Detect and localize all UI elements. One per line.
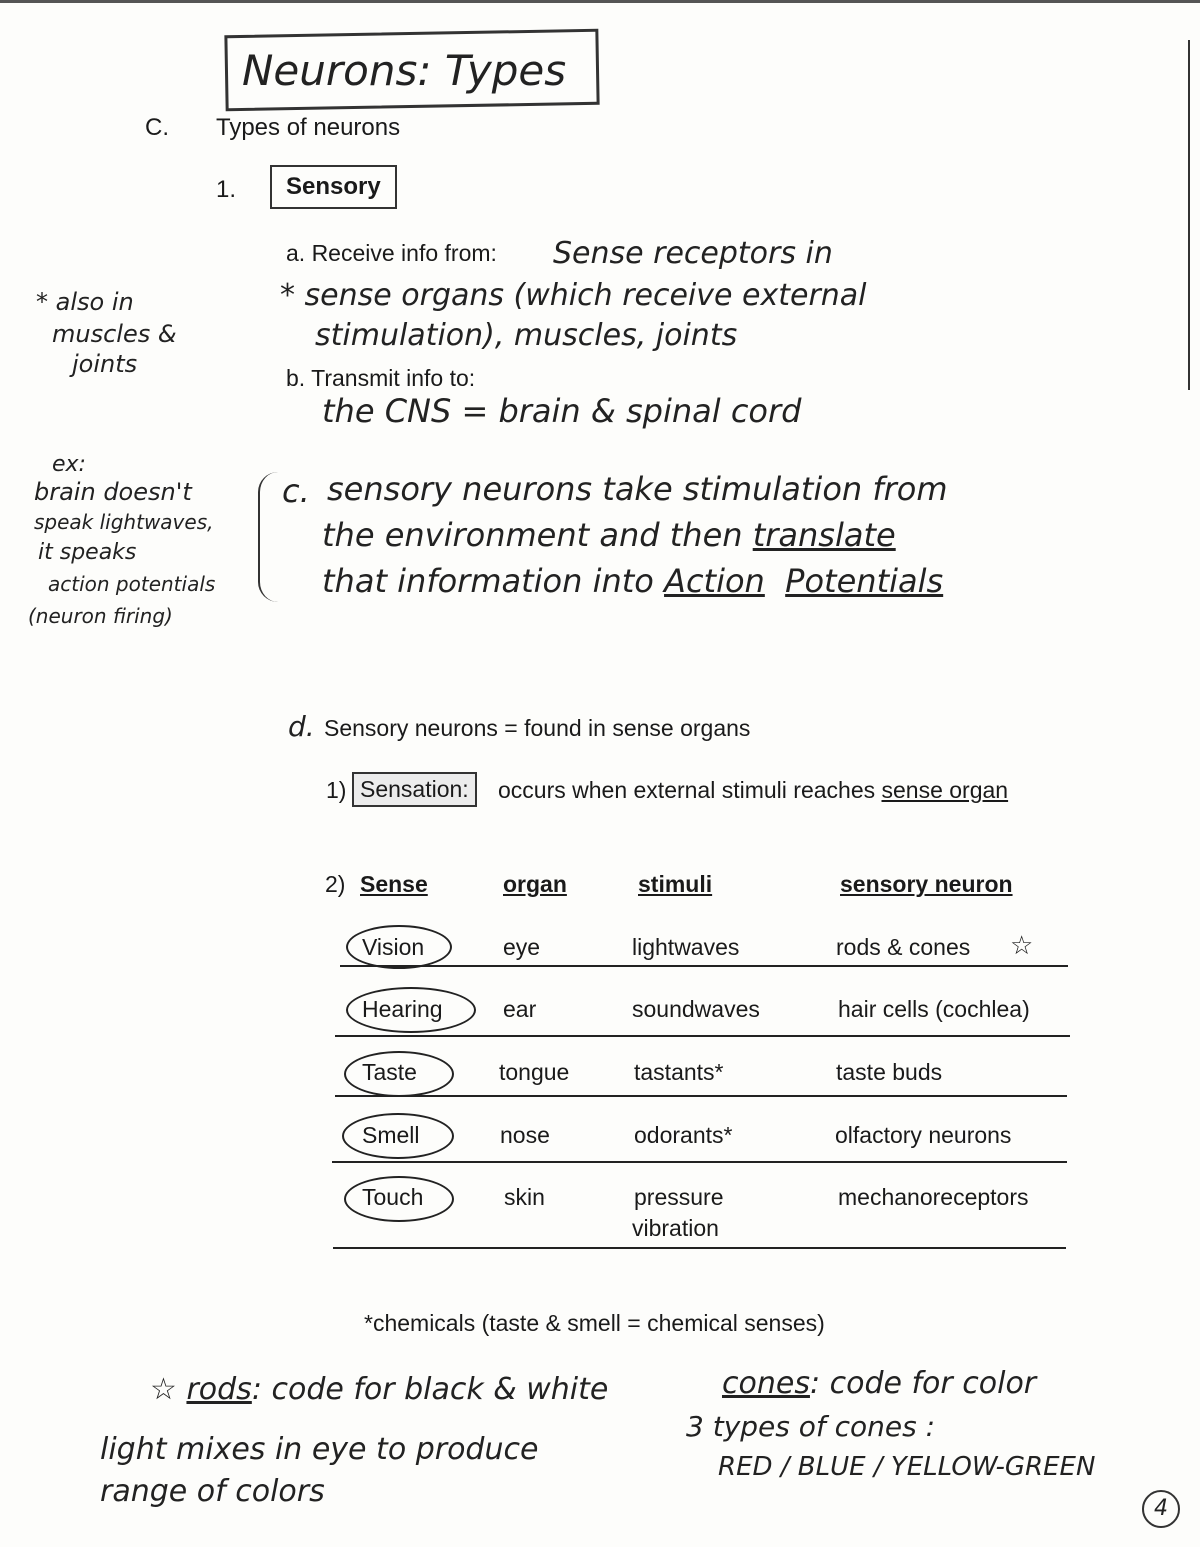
rods-note: ☆ rods: code for black & white bbox=[150, 1372, 609, 1407]
c-line-3: that information into Action Potentials bbox=[322, 562, 944, 600]
table-cell-stimuli: pressure bbox=[634, 1184, 724, 1210]
table-row-rule bbox=[340, 965, 1068, 967]
table-cell-organ: tongue bbox=[499, 1059, 570, 1085]
section-heading: Types of neurons bbox=[216, 114, 401, 141]
table-cell-stimuli: tastants* bbox=[634, 1059, 724, 1085]
margin-note-line: * also in bbox=[36, 288, 134, 316]
margin-note-line: muscles & bbox=[52, 320, 177, 348]
table-row-rule bbox=[335, 1035, 1070, 1037]
receive-info-answer-3: stimulation), muscles, joints bbox=[315, 318, 738, 353]
c-label: c. bbox=[282, 472, 310, 510]
table-cell-sense: Smell bbox=[362, 1122, 420, 1148]
table-prefix: 2) bbox=[325, 871, 346, 897]
section-letter: C. bbox=[145, 114, 169, 141]
table-cell-sense: Hearing bbox=[362, 996, 443, 1022]
page-title: Neurons: Types bbox=[242, 46, 567, 95]
margin-note-line: action potentials bbox=[48, 572, 216, 596]
star-icon: ☆ bbox=[150, 1372, 177, 1407]
header-stimuli: stimuli bbox=[638, 871, 713, 897]
c-line-2: the environment and then translate bbox=[322, 516, 896, 554]
table-row-rule bbox=[335, 1095, 1067, 1097]
table-row-rule bbox=[333, 1247, 1066, 1249]
table-cell-neuron: mechanoreceptors bbox=[838, 1184, 1029, 1210]
table-cell-organ: nose bbox=[500, 1122, 550, 1148]
cone-types-note: 3 types of cones : bbox=[686, 1410, 936, 1443]
table-cell-stimuli: soundwaves bbox=[632, 996, 760, 1022]
table-cell-neuron: rods & cones bbox=[836, 934, 971, 960]
sensation-definition: occurs when external stimuli reaches sense organ bbox=[498, 777, 1009, 803]
d-label: d. bbox=[288, 710, 315, 743]
c-line-1: sensory neurons take stimulation from bbox=[327, 470, 948, 508]
table-cell-neuron: olfactory neurons bbox=[835, 1122, 1012, 1148]
margin-brace bbox=[258, 472, 280, 602]
scan-top-edge bbox=[0, 0, 1200, 3]
receive-info-answer-2: * sense organs (which receive external bbox=[280, 278, 867, 313]
page-number: 4 bbox=[1142, 1490, 1180, 1528]
table-cell-stimuli: odorants* bbox=[634, 1122, 733, 1148]
table-cell-sense: Touch bbox=[362, 1184, 424, 1210]
scan-right-edge bbox=[1188, 40, 1190, 390]
star-mark-icon: ☆ bbox=[1010, 930, 1034, 960]
margin-note-line: ex: bbox=[52, 452, 86, 477]
header-sense: Sense bbox=[360, 871, 428, 897]
cones-note: cones: code for color bbox=[722, 1366, 1037, 1401]
header-sensory-neuron: sensory neuron bbox=[840, 871, 1013, 897]
action-word: Action bbox=[664, 562, 765, 600]
table-cell-neuron: taste buds bbox=[836, 1059, 943, 1085]
potentials-word: Potentials bbox=[785, 562, 944, 600]
transmit-info-label: b. Transmit info to: bbox=[286, 365, 476, 391]
header-organ: organ bbox=[503, 871, 567, 897]
cone-colors-note: RED / BLUE / YELLOW-GREEN bbox=[718, 1452, 1096, 1482]
margin-note-line: speak lightwaves, bbox=[34, 510, 214, 534]
sensation-term: Sensation: bbox=[352, 772, 477, 807]
table-cell-sense: Vision bbox=[362, 934, 425, 960]
table-cell-sense: Taste bbox=[362, 1059, 417, 1085]
table-cell-organ: ear bbox=[503, 996, 537, 1022]
table-cell-neuron: hair cells (cochlea) bbox=[838, 996, 1030, 1022]
d-text: Sensory neurons = found in sense organs bbox=[324, 715, 751, 741]
sensory-label: Sensory bbox=[270, 165, 397, 209]
margin-note-line: it speaks bbox=[38, 540, 137, 565]
d1-number: 1) bbox=[326, 777, 347, 803]
table-cell-organ: eye bbox=[503, 934, 541, 960]
table-row-rule bbox=[332, 1161, 1067, 1163]
table-cell-organ: skin bbox=[504, 1184, 545, 1210]
receive-info-label: a. Receive info from: bbox=[286, 240, 497, 266]
footnote: *chemicals (taste & smell = chemical senses) bbox=[364, 1310, 825, 1336]
receive-info-answer-1: Sense receptors in bbox=[553, 236, 833, 271]
item-number: 1. bbox=[216, 176, 237, 203]
table-cell-stimuli: lightwaves bbox=[632, 934, 740, 960]
light-mix-note-2: range of colors bbox=[100, 1474, 325, 1509]
transmit-info-answer: the CNS = brain & spinal cord bbox=[322, 392, 802, 430]
light-mix-note-1: light mixes in eye to produce bbox=[100, 1432, 539, 1467]
margin-note-line: (neuron firing) bbox=[28, 604, 173, 628]
translate-word: translate bbox=[752, 516, 896, 554]
margin-note-line: joints bbox=[72, 350, 138, 378]
margin-note-line: brain doesn't bbox=[34, 478, 192, 506]
table-cell-stimuli-2: vibration bbox=[632, 1215, 719, 1241]
